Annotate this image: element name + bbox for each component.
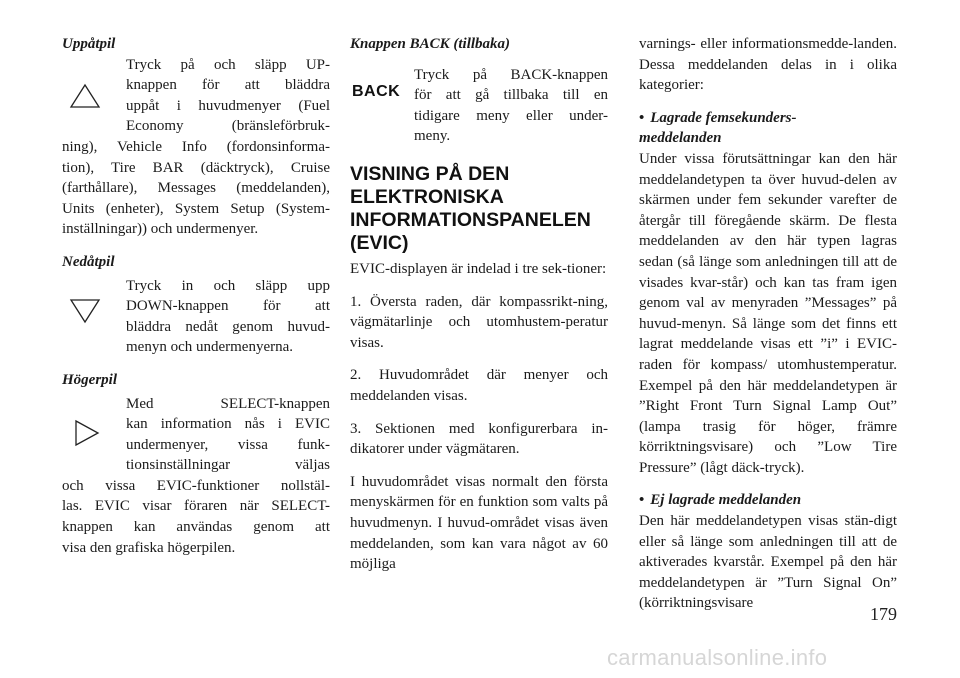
right-line-1: Med SELECT-knappen — [126, 395, 330, 412]
back-line-2: för att gå tillbaka till en — [414, 87, 608, 104]
down-arrow-title: Nedåtpil — [62, 253, 115, 270]
heading-line-3: INFORMATIONSPANELEN — [350, 208, 591, 231]
right-line-2: kan information nås i EVIC — [126, 416, 330, 433]
heading-line-2: ELEKTRONISKA — [350, 185, 504, 208]
right-line-5: och vissa EVIC-funktioner nollstäl- — [62, 477, 330, 494]
heading-line-1: VISNING PÅ DEN — [350, 162, 510, 185]
categories-paragraph: varnings- eller informationsmedde-landen. Dessa meddelanden delas in i olika kategorier: — [639, 36, 897, 94]
down-arrow-section — [62, 276, 330, 358]
bullet2-text: Den här meddelandetypen visas stän-digt eller så länge som anledningen till att de aktiverades kvarstår. Exempel på den här meddelandetypen är ”Turn Signal On” (körriktningsvisare — [639, 513, 897, 612]
main-area-paragraph: I huvudområdet visas normalt den första menyskärmen för en funktion som valts på huvudmenyn. I huvud-området visas även meddelanden, som kan vara något av 60 möjliga — [350, 473, 608, 573]
back-line-3: tidigare meny eller under- — [414, 107, 608, 124]
watermark: carmanualsonline.info — [607, 645, 828, 670]
bullet-icon: • — [639, 492, 645, 509]
right-line-3: undermenyer, vissa funk- — [126, 436, 330, 453]
list-item-2: 2. Huvudområdet där menyer och meddelanden visas. — [350, 367, 608, 404]
heading-line-4: (EVIC) — [350, 231, 409, 254]
down-line-4: menyn och undermenyerna. — [126, 339, 294, 356]
up-line-8: Units (enheter), System Setup (System- — [62, 200, 330, 217]
down-line-2: DOWN-knappen för att — [126, 298, 330, 315]
bullet1-text: Under vissa förutsättningar kan den här meddelandetypen ta över huvud-delen av skärmen under fem sekunder varefter de återgår till föregående skärm. De flesta meddelanden av den här typen lagras sedan (så länge som anledningen till att de visades kvar-står) och kan tas fram igen genom val av menyraden ”Messages” på huvud-menyn. Så länge som det finns ett lagrat meddelande visas ett ”i” i EVIC-raden för kompass/ utomhustemperatur. Exempel på den här meddelandetypen är ”Right Front Turn Signal Lamp Out” (lampa trasig för höger, främre körriktningsvisare) och ”Low Tire Pressure” (lågt däck-tryck). — [639, 150, 897, 476]
bullet-unstored-messages — [639, 490, 897, 614]
left-column — [62, 34, 330, 558]
back-line-1: Tryck på BACK-knappen — [414, 66, 608, 83]
right-line-4: tionsinställningar väljas — [126, 457, 330, 474]
section-heading — [350, 163, 608, 255]
up-line-5: ning), Vehicle Info (fordonsinforma- — [62, 138, 330, 155]
right-arrow-section — [62, 394, 330, 559]
down-line-3: bläddra nedåt genom huvud- — [126, 318, 330, 335]
list-item-3: 3. Sektionen med konfigurerbara in-dikatorer under vägmätaren. — [350, 420, 608, 458]
right-line-7: knappen kan användas genom att — [62, 519, 330, 536]
up-triangle-icon — [68, 81, 102, 111]
up-line-7: (farthållare), Messages (meddelanden), — [62, 180, 330, 197]
right-line-8: visa den grafiska högerpilen. — [62, 539, 236, 556]
up-arrow-section — [62, 55, 330, 240]
bullet-icon: • — [639, 109, 645, 126]
up-line-9: inställningar)) och undermenyer. — [62, 221, 259, 238]
middle-column — [350, 34, 608, 575]
bullet1-title-b: meddelanden — [639, 130, 722, 147]
back-button-section — [350, 65, 608, 147]
up-line-1: Tryck på och släpp UP- — [126, 56, 330, 73]
right-arrow-title: Högerpil — [62, 371, 117, 388]
right-line-6: las. EVIC visar föraren när SELECT- — [62, 498, 330, 515]
down-triangle-icon — [68, 296, 102, 326]
page-number: 179 — [870, 604, 897, 624]
up-line-4: Economy (bränsleförbruk- — [126, 118, 330, 135]
right-triangle-icon — [68, 418, 102, 448]
right-column — [639, 34, 897, 614]
down-line-1: Tryck in och släpp upp — [126, 277, 330, 294]
back-button-icon: BACK — [352, 82, 401, 100]
bullet2-title: Ej lagrade meddelanden — [650, 492, 802, 509]
up-arrow-title: Uppåtpil — [62, 36, 116, 52]
back-button-title: Knappen BACK (tillbaka) — [350, 36, 511, 52]
back-line-4: meny. — [414, 128, 451, 145]
bullet1-title-a: Lagrade femsekunders- — [650, 109, 797, 126]
intro-paragraph: EVIC-displayen är indelad i tre sek-tioner: — [350, 260, 607, 277]
up-line-6: tion), Tire BAR (däcktryck), Cruise — [62, 159, 330, 176]
list-item-1: 1. Översta raden, där kompassrikt-ning, vägmätarlinje och utomhustem-peratur visas. — [350, 293, 608, 351]
up-line-2: knappen för att bläddra — [126, 77, 330, 94]
bullet-stored-messages — [639, 108, 897, 479]
up-line-3: uppåt i huvudmenyer (Fuel — [126, 97, 330, 114]
